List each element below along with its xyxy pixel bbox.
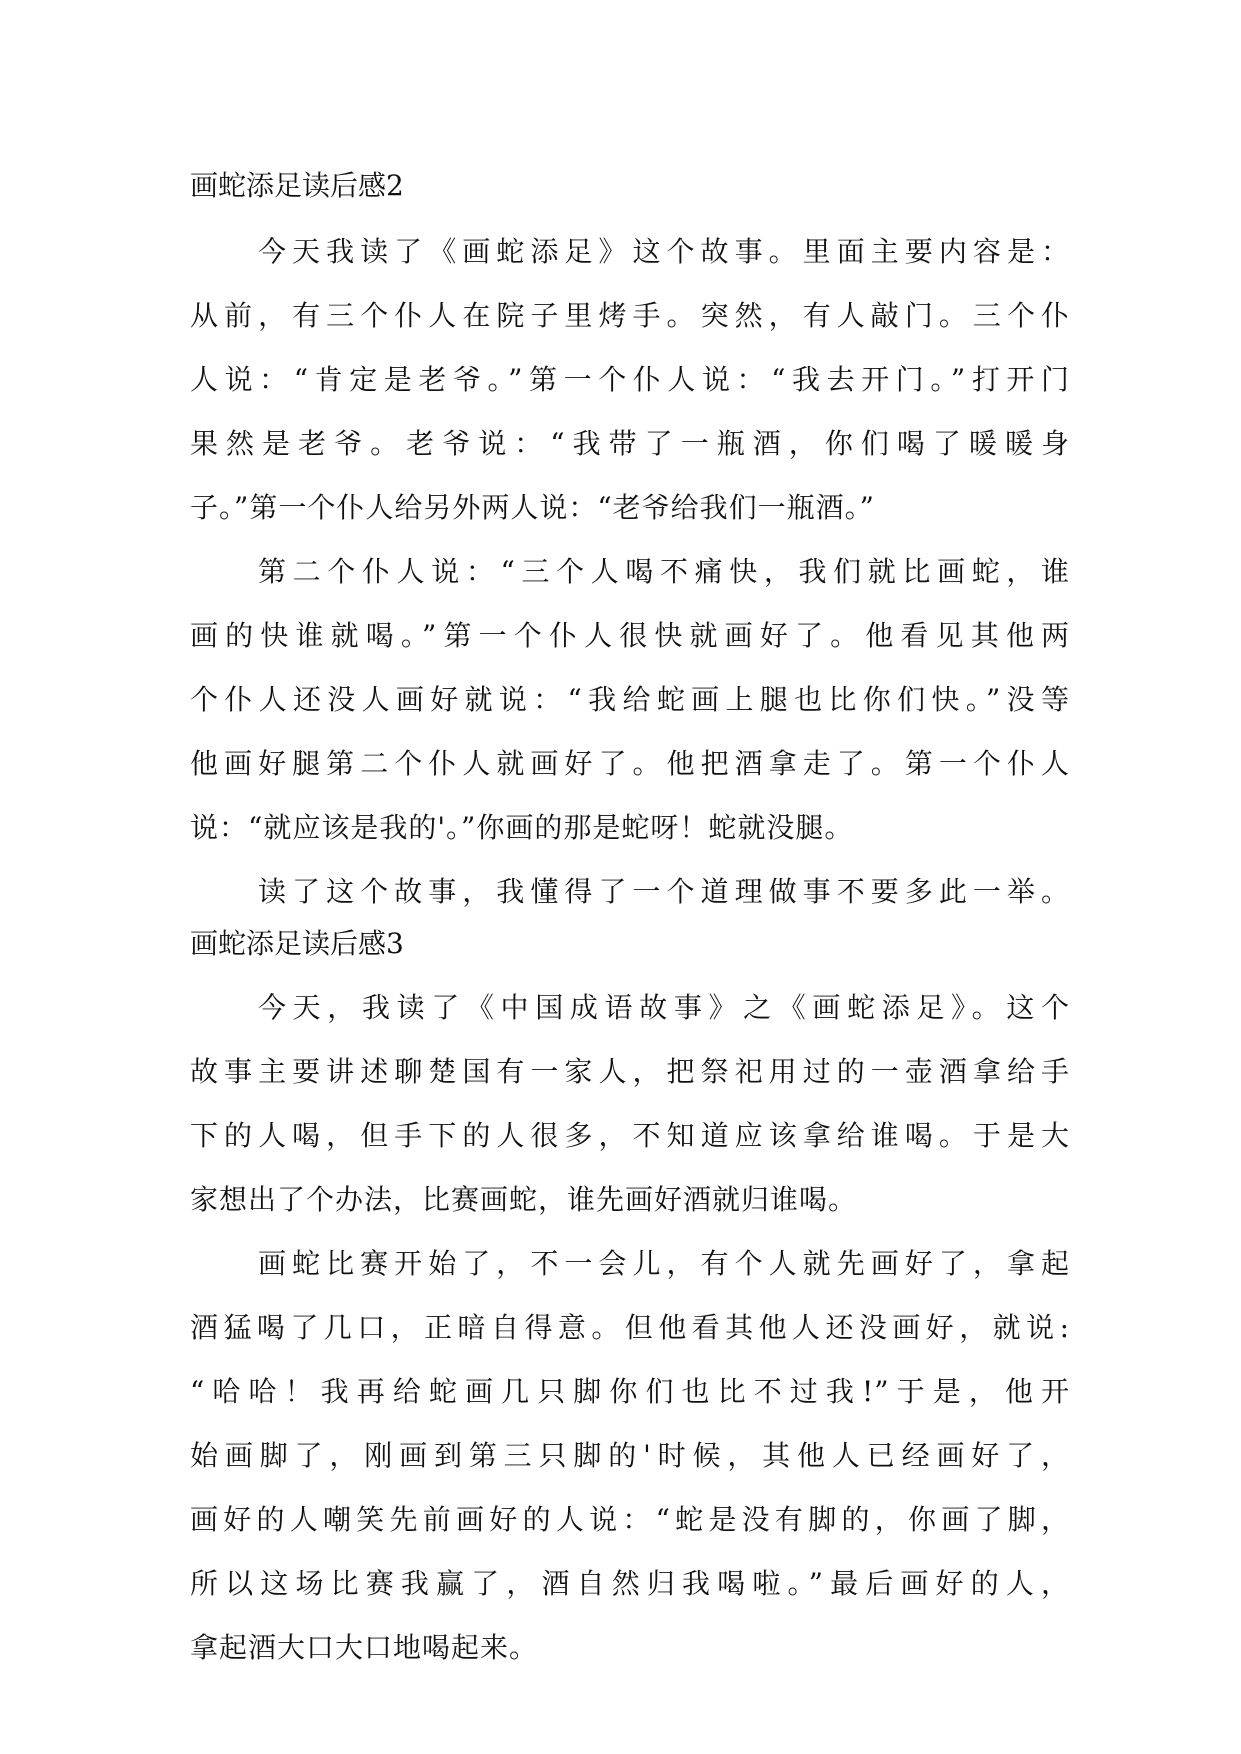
paragraph-line: 画的快谁就喝。”第一个仆人很快就画好了。他看见其他两 (190, 619, 1070, 652)
paragraph-line: 家想出了个办法，比赛画蛇，谁先画好酒就归谁喝。 (190, 1183, 858, 1216)
paragraph-line: 画蛇比赛开始了，不一会儿，有个人就先画好了，拿起 (258, 1247, 1070, 1280)
section-heading: 画蛇添足读后感3 (190, 927, 404, 960)
section-heading: 画蛇添足读后感2 (190, 169, 404, 202)
paragraph-line: 始画脚了，刚画到第三只脚的'时候，其他人已经画好了， (190, 1439, 1070, 1472)
paragraph-line: 画好的人嘲笑先前画好的人说：“蛇是没有脚的，你画了脚， (190, 1503, 1070, 1536)
paragraph-line: 第二个仆人说：“三个人喝不痛快，我们就比画蛇，谁 (258, 555, 1070, 588)
paragraph-line: 今天，我读了《中国成语故事》之《画蛇添足》。这个 (258, 991, 1070, 1024)
paragraph-line: 说：“就应该是我的'。”你画的那是蛇呀！蛇就没腿。 (190, 811, 854, 844)
paragraph-line: 所以这场比赛我赢了，酒自然归我喝啦。”最后画好的人， (190, 1567, 1070, 1600)
paragraph-line: 人说：“肯定是老爷。”第一个仆人说：“我去开门。”打开门 (190, 363, 1070, 396)
paragraph-line: 从前，有三个仆人在院子里烤手。突然，有人敲门。三个仆 (190, 299, 1070, 332)
paragraph-line: 故事主要讲述聊楚国有一家人，把祭祀用过的一壶酒拿给手 (190, 1055, 1070, 1088)
paragraph-line: 读了这个故事，我懂得了一个道理做事不要多此一举。 (258, 875, 1070, 908)
paragraph-line: 酒猛喝了几口，正暗自得意。但他看其他人还没画好，就说: (190, 1311, 1070, 1344)
paragraph-line: 个仆人还没人画好就说：“我给蛇画上腿也比你们快。”没等 (190, 683, 1070, 716)
paragraph-line: “哈哈！我再给蛇画几只脚你们也比不过我!”于是，他开 (190, 1375, 1070, 1408)
paragraph-line: 果然是老爷。老爷说：“我带了一瓶酒，你们喝了暖暖身 (190, 427, 1070, 460)
paragraph-line: 拿起酒大口大口地喝起来。 (190, 1631, 539, 1664)
paragraph-line: 今天我读了《画蛇添足》这个故事。里面主要内容是： (258, 235, 1070, 268)
paragraph-line: 下的人喝，但手下的人很多，不知道应该拿给谁喝。于是大 (190, 1119, 1070, 1152)
paragraph-line: 子。”第一个仆人给另外两人说：“老爷给我们一瓶酒。” (190, 491, 875, 524)
paragraph-line: 他画好腿第二个仆人就画好了。他把酒拿走了。第一个仆人 (190, 747, 1070, 780)
